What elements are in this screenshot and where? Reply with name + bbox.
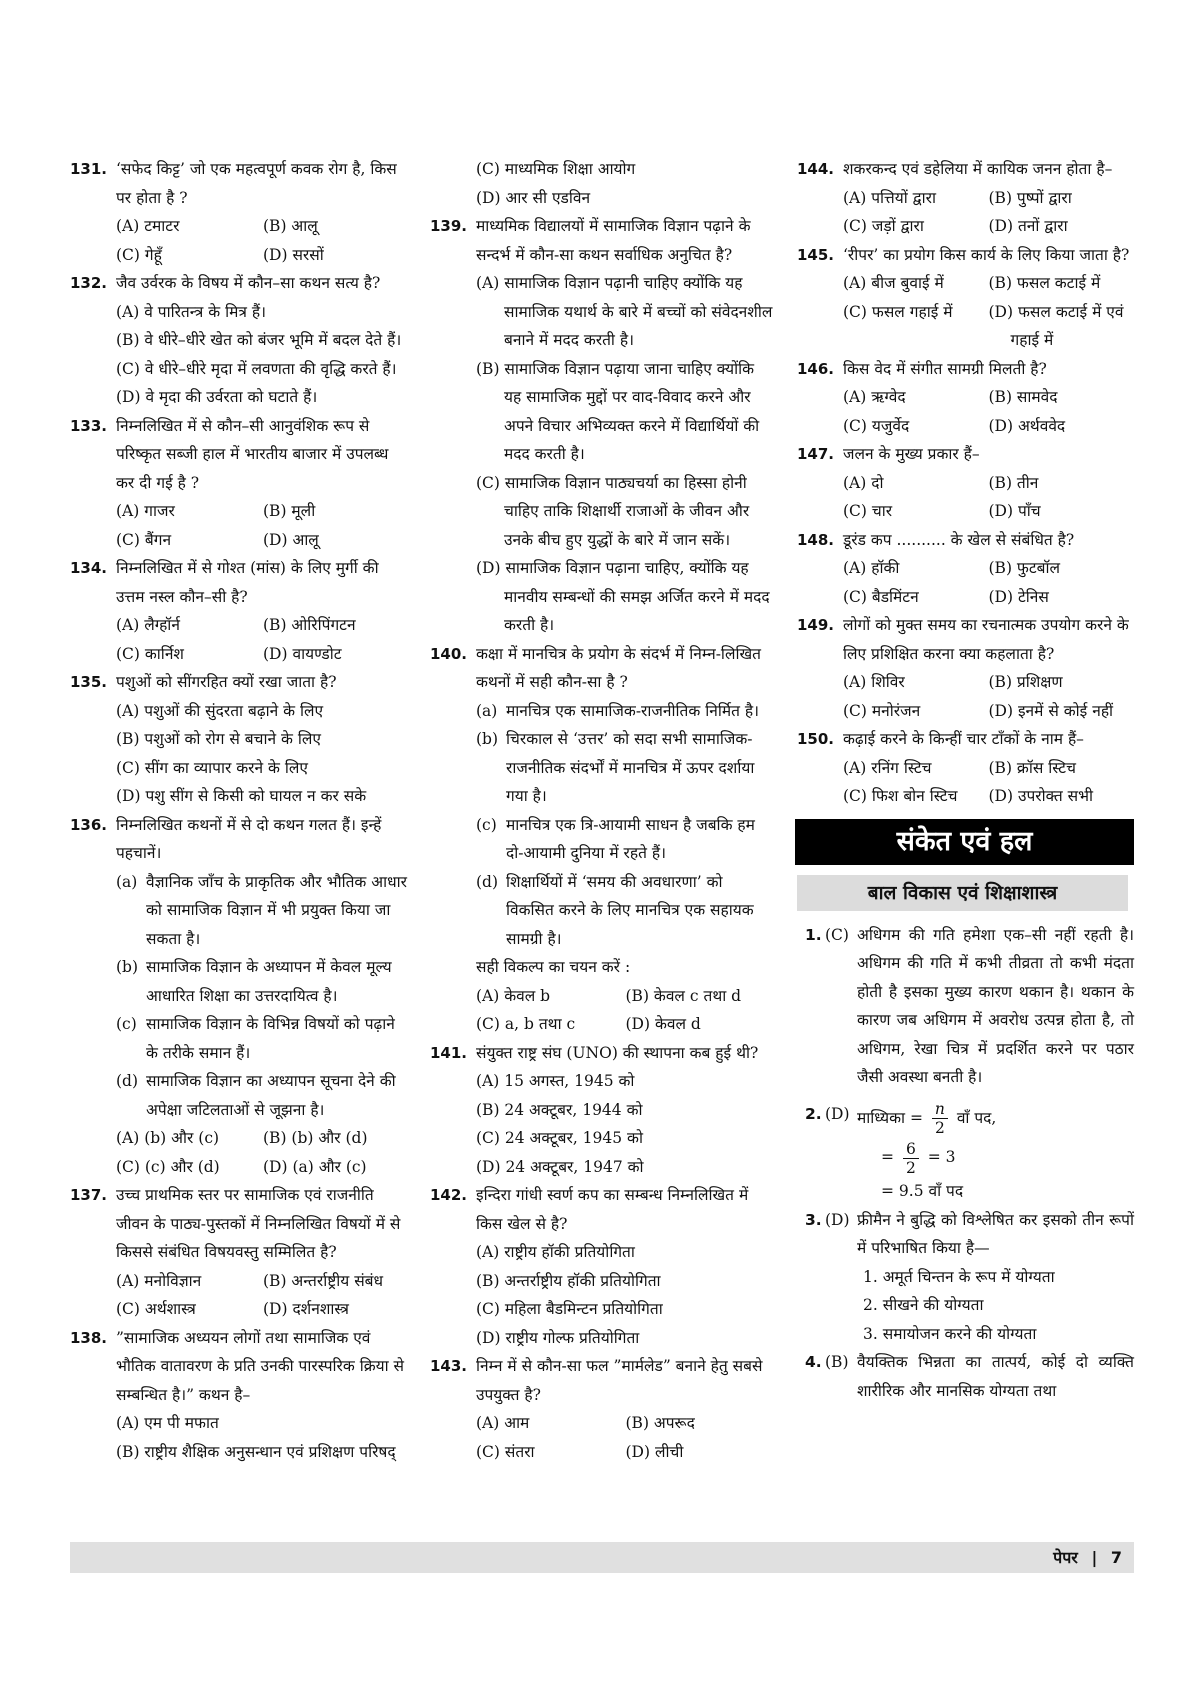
answer-text: अधिगम की गति हमेशा एक–सी नहीं रहती है। अधिगम की गति में कभी तीव्रता तो कभी मंदता होती है इसका मुख्य कारण थकान है। थकान के कारण जब अधिगम में अवरोध उत्पन्न होता है, तो अधिगम, रेखा चित्र में प्रदर्शित करने पर पठार जैसी अवस्था बनती है।: [857, 925, 1134, 1086]
option: (A) 15 अगस्त, 1945 को: [476, 1072, 635, 1090]
question-148: [797, 526, 1134, 612]
question-number: 133.: [70, 416, 108, 435]
question-number: 134.: [70, 559, 108, 577]
option: (D) इनमें से कोई नहीं: [988, 701, 1114, 720]
option: (C) a, b तथा c: [476, 1015, 576, 1033]
option: (D) टेनिस: [988, 587, 1049, 606]
question-number: 148.: [797, 530, 835, 549]
option: (A) पत्तियों द्वारा: [843, 188, 936, 207]
option: (C) कार्निश: [116, 644, 184, 663]
option: (D) लीची: [625, 1442, 684, 1461]
statement: [476, 725, 775, 811]
footer-label: पेपर: [1053, 1548, 1078, 1567]
question-text: ‘रीपर’ का प्रयोग किस कार्य के लिए किया जाता है?: [843, 245, 1130, 264]
question-146: [797, 355, 1134, 441]
question-number: 139.: [430, 217, 468, 235]
question-133: [70, 412, 410, 555]
answer-key: (D): [825, 1104, 850, 1123]
option: (C) 24 अक्टूबर, 1945 को: [476, 1129, 643, 1147]
question-text: इन्दिरा गांधी स्वर्ण कप का सम्बन्ध निम्नलिखित में किस खेल से है?: [476, 1186, 749, 1233]
list-item: 1. अमूर्त चिन्तन के रूप में योग्यता: [863, 1267, 1055, 1286]
statement-text: सामाजिक विज्ञान के अध्यापन में केवल मूल्य आधारित शिक्षा का उत्तरदायित्व है।: [146, 958, 392, 1005]
page-number: [1053, 1542, 1122, 1573]
option: (C) सींग का व्यापार करने के लिए: [116, 758, 308, 777]
options-grid: [843, 668, 1134, 725]
question-text: निम्न में से कौन-सा फल ”मार्मलेड” बनाने हेतु सबसे उपयुक्त है?: [476, 1357, 763, 1404]
option: (A) आम: [476, 1414, 530, 1432]
option: (B) सामवेद: [988, 388, 1058, 406]
answer-1: [797, 921, 1134, 1092]
option: (D) राष्ट्रीय गोल्फ प्रतियोगिता: [476, 1328, 640, 1347]
question-text: डूरंड कप .......... के खेल से संबंधित है?: [843, 530, 1075, 549]
statement-text: मानचित्र एक त्रि-आयामी साधन है जबकि हम दो-आयामी दुनिया में रहते हैं।: [506, 815, 755, 862]
option: (A) केवल b: [476, 986, 551, 1005]
option: (A) शिविर: [843, 673, 905, 691]
option: (D) उपरोक्त सभी: [988, 787, 1094, 805]
statement: [476, 868, 775, 954]
answers-banner: संकेत एवं हल: [795, 819, 1134, 865]
option: (D) 24 अक्टूबर, 1947 को: [476, 1157, 644, 1176]
question-147: [797, 440, 1134, 526]
options-grid: [843, 269, 1134, 355]
option: (A) बीज बुवाई में: [843, 274, 944, 292]
question-text: किस वेद में संगीत सामग्री मिलती है?: [843, 359, 1047, 378]
statement: [116, 868, 410, 954]
question-number: 147.: [797, 445, 835, 463]
question-141: [430, 1039, 775, 1182]
option: (C) (c) और (d): [116, 1157, 220, 1176]
question-135: [70, 668, 410, 811]
question-text: ”सामाजिक अध्ययन लोगों तथा सामाजिक एवं भौतिक वातावरण के प्रति उनकी पारस्परिक क्रिया से सम्बन्धित है।” कथन है–: [116, 1328, 405, 1404]
question-149: [797, 611, 1134, 725]
question-number: 142.: [430, 1186, 468, 1204]
option: (A) लैग्हॉर्न: [116, 616, 180, 634]
answer-key: (D): [825, 1210, 850, 1229]
option: (A) हॉकी: [843, 559, 900, 577]
answer-text: वैयक्तिक भिन्नता का तात्पर्य, कोई दो व्यक्ति शारीरिक और मानसिक योग्यता तथा: [857, 1353, 1134, 1400]
question-text: लोगों को मुक्त समय का रचनात्मक उपयोग करने के लिए प्रशिक्षित करना क्या कहलाता है?: [843, 616, 1129, 663]
question-text: निम्नलिखित कथनों में से दो कथन गलत हैं। इन्हें पहचानें।: [116, 815, 382, 862]
equals-three: = 3: [927, 1148, 956, 1166]
option: (B) प्रशिक्षण: [988, 673, 1063, 691]
option: (B) पशुओं को रोग से बचाने के लिए: [116, 730, 321, 748]
option: (D) दर्शनशास्त्र: [263, 1300, 349, 1318]
option: (C) सामाजिक विज्ञान पाठ्यचर्या का हिस्सा होनी चाहिए ताकि शिक्षार्थी राजाओं के जीवन और उनके बीच हुए युद्धों के बारे में जान सकें।: [476, 473, 750, 549]
question-text: जैव उर्वरक के विषय में कौन–सा कथन सत्य है?: [116, 274, 381, 292]
option: (A) गाजर: [116, 502, 175, 520]
statement-text: शिक्षार्थियों में ‘समय की अवधारणा’ को विकसित करने के लिए मानचित्र एक सहायक सामग्री है।: [506, 872, 754, 948]
option: (C) जड़ों द्वारा: [843, 217, 924, 235]
question-text: जलन के मुख्य प्रकार हैं–: [843, 445, 980, 463]
answer-number: 3.: [805, 1210, 822, 1229]
options-grid: [116, 611, 410, 668]
question-text: निम्नलिखित में से गोश्त (मांस) के लिए मुर्गी की उत्तम नस्ल कौन–सी है?: [116, 559, 379, 606]
option: (B) सामाजिक विज्ञान पढ़ाया जाना चाहिए क्योंकि यह सामाजिक मुद्दों पर वाद-विवाद करने और अपने विचार अभिव्यक्त करने में विद्यार्थियों की मदद करती है।: [476, 359, 760, 463]
statement: [116, 1010, 410, 1067]
option: (C) बैंगन: [116, 530, 172, 549]
question-number: 132.: [70, 274, 108, 292]
statement-label: (a): [116, 872, 138, 891]
option: (B) फसल कटाई में: [988, 274, 1101, 292]
footer-page: 7: [1110, 1548, 1122, 1567]
statement-label: (b): [476, 730, 499, 748]
question-number: 150.: [797, 730, 835, 748]
answers-subhead: बाल विकास एवं शिक्षाशास्त्र: [797, 875, 1128, 911]
options-grid: [116, 212, 410, 269]
statement-label: (c): [116, 1015, 137, 1033]
option: (C) फसल गहाई में: [843, 302, 953, 321]
option: (D) सरसों: [263, 245, 324, 264]
question-number: 149.: [797, 616, 835, 634]
options-grid: [476, 1409, 775, 1466]
answer-key: (B): [825, 1353, 849, 1371]
option: (B) केवल c तथा d: [625, 986, 742, 1005]
options-grid: [116, 497, 410, 554]
options-grid: [116, 1124, 410, 1181]
answer-3: [797, 1206, 1134, 1349]
median-suffix: वाँ पद,: [956, 1108, 997, 1127]
question-text: शकरकन्द एवं डहेलिया में कायिक जनन होता है–: [843, 160, 1113, 178]
option: (D) अर्थववेद: [988, 416, 1066, 435]
equals-sign: =: [881, 1148, 894, 1166]
statement: [476, 811, 775, 868]
option: (A) सामाजिक विज्ञान पढ़ानी चाहिए क्योंकि यह सामाजिक यथार्थ के बारे में बच्चों को संवेदनशील बनाने में मदद करती है।: [476, 274, 773, 349]
option: (D) तनों द्वारा: [988, 217, 1068, 235]
option: (B) अन्तर्राष्ट्रीय हॉकी प्रतियोगिता: [476, 1271, 661, 1290]
list-item: 3. समायोजन करने की योग्यता: [863, 1324, 1037, 1343]
statement-label: (c): [476, 815, 497, 834]
question-number: 144.: [797, 160, 835, 178]
instruction-text: सही विकल्प का चयन करें :: [476, 958, 631, 976]
options-grid: [843, 754, 1134, 811]
option: (B) 24 अक्टूबर, 1944 को: [476, 1100, 643, 1119]
statement: [116, 953, 410, 1010]
option: (B) ओरिपिंगटन: [263, 616, 356, 634]
question-136: [70, 811, 410, 1182]
statement-text: मानचित्र एक सामाजिक-राजनीतिक निर्मित है।: [506, 701, 759, 720]
options-grid: [843, 383, 1134, 440]
question-number: 143.: [430, 1357, 468, 1375]
question-text: उच्च प्राथमिक स्तर पर सामाजिक एवं राजनीति जीवन के पाठ्य-पुस्तकों में निम्नलिखित विषयों में से किससे संबंधित विषयवस्तु सम्मिलित है?: [116, 1186, 401, 1261]
question-number: 138.: [70, 1328, 108, 1347]
question-137: [70, 1181, 410, 1324]
option: (D) वायण्डोट: [263, 644, 342, 663]
footer-separator: |: [1091, 1548, 1098, 1567]
option: (D) आर सी एडविन: [476, 188, 591, 207]
fraction-n-over-2: $\frac{n}{2}$: [932, 1100, 948, 1137]
option: (D) (a) और (c): [263, 1157, 367, 1176]
statement-label: (d): [116, 1072, 139, 1090]
option: (D) आलू: [263, 530, 319, 549]
question-134: [70, 554, 410, 668]
option: (A) मनोविज्ञान: [116, 1271, 202, 1290]
option: (B) पुष्पों द्वारा: [988, 188, 1072, 207]
question-number: 136.: [70, 815, 108, 834]
option: (A) वे पारितन्त्र के मित्र हैं।: [116, 302, 266, 321]
question-142: [430, 1181, 775, 1352]
option: (D) पाँच: [988, 502, 1041, 520]
option: (D) सामाजिक विज्ञान पढ़ाना चाहिए, क्योंकि यह मानवीय सम्बन्धों की समझ अर्जित करने में मदद करती है।: [476, 559, 770, 634]
question-number: 145.: [797, 245, 835, 264]
column-left: [70, 155, 410, 1466]
median-result: = 9.5 वाँ पद: [881, 1182, 964, 1200]
option: (C) महिला बैडमिन्टन प्रतियोगिता: [476, 1300, 663, 1318]
page-footer: [70, 1542, 1134, 1573]
question-140: [430, 640, 775, 1039]
options-grid: [843, 554, 1134, 611]
option: (B) वे धीरे–धीरे खेत को बंजर भूमि में बदल देते हैं।: [116, 331, 402, 349]
options-grid: [116, 1267, 410, 1324]
question-text: निम्नलिखित में से कौन–सी आनुवंशिक रूप से परिष्कृत सब्जी हाल में भारतीय बाजार में उपलब्ध कर दी गई है ?: [116, 416, 389, 492]
median-label: माध्यिका =: [857, 1108, 923, 1127]
question-text: ‘सफेद किट्ट’ जो एक महत्वपूर्ण कवक रोग है, किस पर होता है ?: [116, 160, 397, 207]
answer-4: [797, 1348, 1134, 1405]
statement-label: (d): [476, 872, 499, 891]
option: (C) यजुर्वेद: [843, 416, 910, 435]
statement: [476, 697, 775, 726]
question-139: [430, 212, 775, 640]
option: (C) अर्थशास्त्र: [116, 1300, 196, 1318]
option: (B) मूली: [263, 502, 316, 520]
option: (B) (b) और (d): [263, 1129, 368, 1147]
statement-text: चिरकाल से ‘उत्तर’ को सदा सभी सामाजिक-राजनीतिक संदर्भों में मानचित्र में ऊपर दर्शाया गया है।: [506, 730, 755, 805]
option: (B) अन्तर्राष्ट्रीय संबंध: [263, 1271, 384, 1290]
statement-label: (a): [476, 701, 498, 720]
question-144: [797, 155, 1134, 241]
question-132: [70, 269, 410, 412]
fraction-6-over-2: $\frac{6}{2}$: [903, 1140, 919, 1177]
question-number: 137.: [70, 1186, 108, 1204]
option: (C) चार: [843, 502, 893, 520]
option: (C) बैडमिंटन: [843, 587, 919, 606]
option: (A) ऋग्वेद: [843, 388, 906, 406]
option: (B) तीन: [988, 473, 1039, 492]
column-right: [797, 155, 1134, 1405]
option: (B) आलू: [263, 217, 318, 235]
column-middle: [430, 155, 775, 1466]
question-145: [797, 241, 1134, 355]
question-text: कक्षा में मानचित्र के प्रयोग के संदर्भ में निम्न-लिखित कथनों में सही कौन-सा है ?: [476, 644, 761, 691]
question-text: संयुक्त राष्ट्र संघ (UNO) की स्थापना कब हुई थी?: [476, 1043, 759, 1062]
option: (B) अपरूद: [625, 1414, 695, 1432]
option: (C) फिश बोन स्टिच: [843, 787, 958, 805]
option: (C) संतरा: [476, 1442, 535, 1461]
options-grid: [843, 184, 1134, 241]
answer-text: फ्रीमैन ने बुद्धि को विश्लेषित कर इसको तीन रूपों में परिभाषित किया है—: [857, 1210, 1134, 1257]
question-138-continued: [430, 155, 775, 212]
option: (A) पशुओं की सुंदरता बढ़ाने के लिए: [116, 701, 324, 720]
question-number: 135.: [70, 673, 108, 691]
option: (A) टमाटर: [116, 217, 180, 235]
answer-2: [797, 1100, 1134, 1206]
question-text: कढ़ाई करने के किन्हीं चार टाँकों के नाम हैं–: [843, 730, 1084, 748]
option: (A) एम पी मफात: [116, 1414, 219, 1432]
answer-key: (C): [825, 925, 849, 944]
option: (D) फसल कटाई में एवं गहाई में: [988, 302, 1124, 349]
option: (C) माध्यमिक शिक्षा आयोग: [476, 160, 636, 178]
question-number: 141.: [430, 1043, 468, 1062]
options-grid: [476, 982, 775, 1039]
question-number: 140.: [430, 644, 468, 663]
question-text: पशुओं को सींगरहित क्यों रखा जाता है?: [116, 673, 337, 691]
option: (C) मनोरंजन: [843, 701, 921, 720]
statement-text: सामाजिक विज्ञान का अध्यापन सूचना देने की अपेक्षा जटिलताओं से जूझना है।: [146, 1072, 396, 1119]
option: (D) पशु सींग से किसी को घायल न कर सके: [116, 787, 367, 805]
question-text: माध्यमिक विद्यालयों में सामाजिक विज्ञान पढ़ाने के सन्दर्भ में कौन-सा कथन सर्वाधिक अनुचित है?: [476, 217, 751, 264]
option: (B) क्रॉस स्टिच: [988, 758, 1076, 777]
statement-label: (b): [116, 958, 139, 976]
options-grid: [843, 469, 1134, 526]
option: (D) वे मृदा की उर्वरता को घटाते हैं।: [116, 388, 318, 406]
list-item: 2. सीखने की योग्यता: [863, 1296, 984, 1314]
option: (A) दो: [843, 473, 884, 492]
answer-number: 2.: [805, 1104, 822, 1123]
answer-number: 1.: [805, 925, 822, 944]
question-number: 146.: [797, 359, 835, 378]
question-131: [70, 155, 410, 269]
question-143: [430, 1352, 775, 1466]
question-number: 131.: [70, 160, 108, 178]
option: (A) रनिंग स्टिच: [843, 758, 932, 777]
option: (B) राष्ट्रीय शैक्षिक अनुसन्धान एवं प्रशिक्षण परिषद्: [116, 1442, 396, 1461]
question-150: [797, 725, 1134, 811]
question-138: [70, 1324, 410, 1467]
option: (A) (b) और (c): [116, 1129, 220, 1147]
option: (B) फुटबॉल: [988, 559, 1061, 577]
option: (C) गेहूँ: [116, 245, 162, 264]
statement-text: वैज्ञानिक जाँच के प्राकृतिक और भौतिक आधार को सामाजिक विज्ञान में भी प्रयुक्त किया जा सकता है।: [146, 872, 407, 948]
statement: [116, 1067, 410, 1124]
answer-number: 4.: [805, 1353, 822, 1371]
option: (D) केवल d: [625, 1015, 701, 1033]
option: (A) राष्ट्रीय हॉकी प्रतियोगिता: [476, 1243, 635, 1261]
option: (C) वे धीरे–धीरे मृदा में लवणता की वृद्धि करते हैं।: [116, 359, 397, 378]
column-right-questions: [797, 155, 1134, 811]
statement-text: सामाजिक विज्ञान के विभिन्न विषयों को पढ़ाने के तरीके समान हैं।: [146, 1015, 395, 1062]
